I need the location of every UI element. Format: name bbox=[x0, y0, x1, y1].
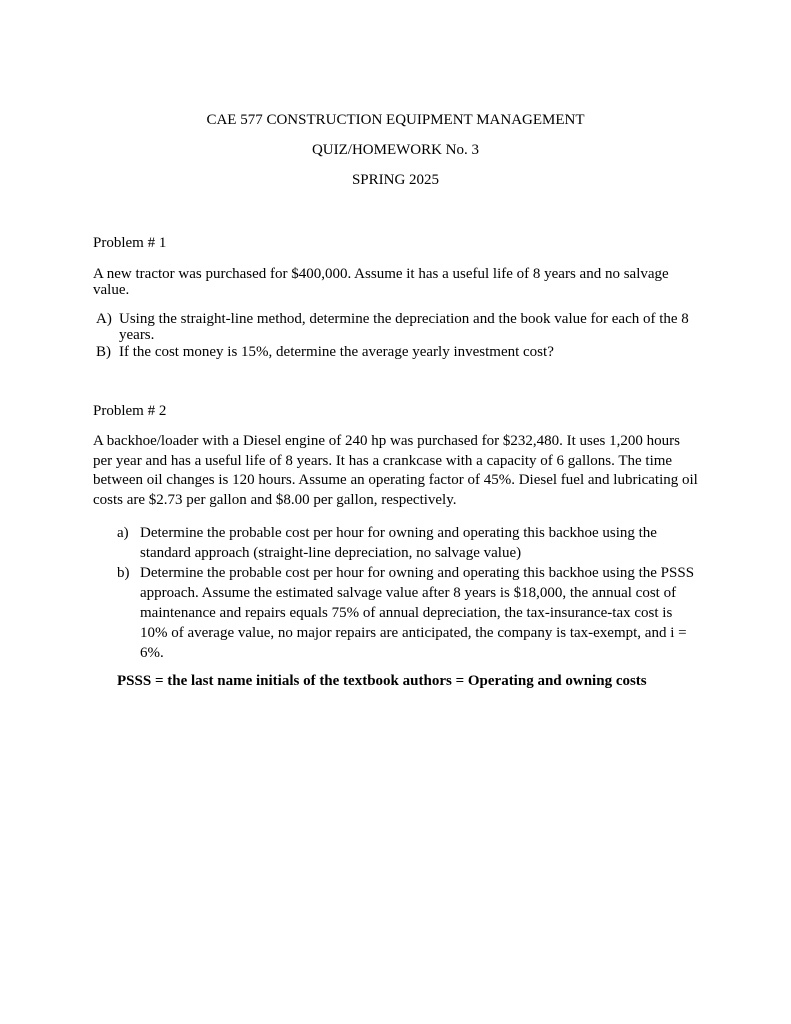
list-marker: a) bbox=[117, 525, 129, 541]
problem-2-statement: A backhoe/loader with a Diesel engine of 240 hp was purchased for $232,480. It uses 1,200 hours per year and has a useful life of 8 years. It has a crankcase with a capacity of 6 gallons. The time between oil changes is 120 hours. Assume an operating factor of 45%. Diesel fuel and lubricating oil costs are $2.73 per gallon and $8.00 per gallon, respectively. bbox=[93, 433, 698, 508]
list-item-text: If the cost money is 15%, determine the average yearly investment cost? bbox=[119, 344, 554, 360]
psss-note: PSSS = the last name initials of the textbook authors = Operating and owning costs bbox=[117, 673, 647, 689]
course-title: CAE 577 CONSTRUCTION EQUIPMENT MANAGEMENT bbox=[206, 112, 585, 128]
list-marker: A) bbox=[96, 311, 112, 327]
list-item-text: Determine the probable cost per hour for owning and operating this backhoe using the standard approach (straight-line depreciation, no salvage value) bbox=[140, 525, 657, 561]
problem-2-item-a bbox=[117, 523, 697, 563]
problem-1-heading: Problem # 1 bbox=[93, 235, 167, 251]
list-marker: b) bbox=[117, 565, 130, 581]
problem-1-item-b bbox=[96, 344, 701, 362]
problem-2-item-b bbox=[117, 563, 697, 663]
problem-1-item-a bbox=[96, 311, 701, 345]
list-item-text: Determine the probable cost per hour for owning and operating this backhoe using the PSSS approach. Assume the estimated salvage value after 8 years is $18,000, the annual cost of maintenance and repairs equals 75% of annual depreciation, the tax-insurance-tax cost is 10% of average value, no major repairs are anticipated, the company is tax-exempt, and i = 6%. bbox=[140, 565, 695, 661]
term-title: SPRING 2025 bbox=[351, 172, 440, 188]
list-item-text: Using the straight-line method, determine the depreciation and the book value for each of the 8 years. bbox=[119, 311, 689, 343]
problem-1-statement: A new tractor was purchased for $400,000. Assume it has a useful life of 8 years and no salvage value. bbox=[93, 266, 669, 298]
problem-2-heading: Problem # 2 bbox=[93, 403, 167, 419]
assignment-title: QUIZ/HOMEWORK No. 3 bbox=[311, 142, 480, 158]
list-marker: B) bbox=[96, 344, 111, 360]
